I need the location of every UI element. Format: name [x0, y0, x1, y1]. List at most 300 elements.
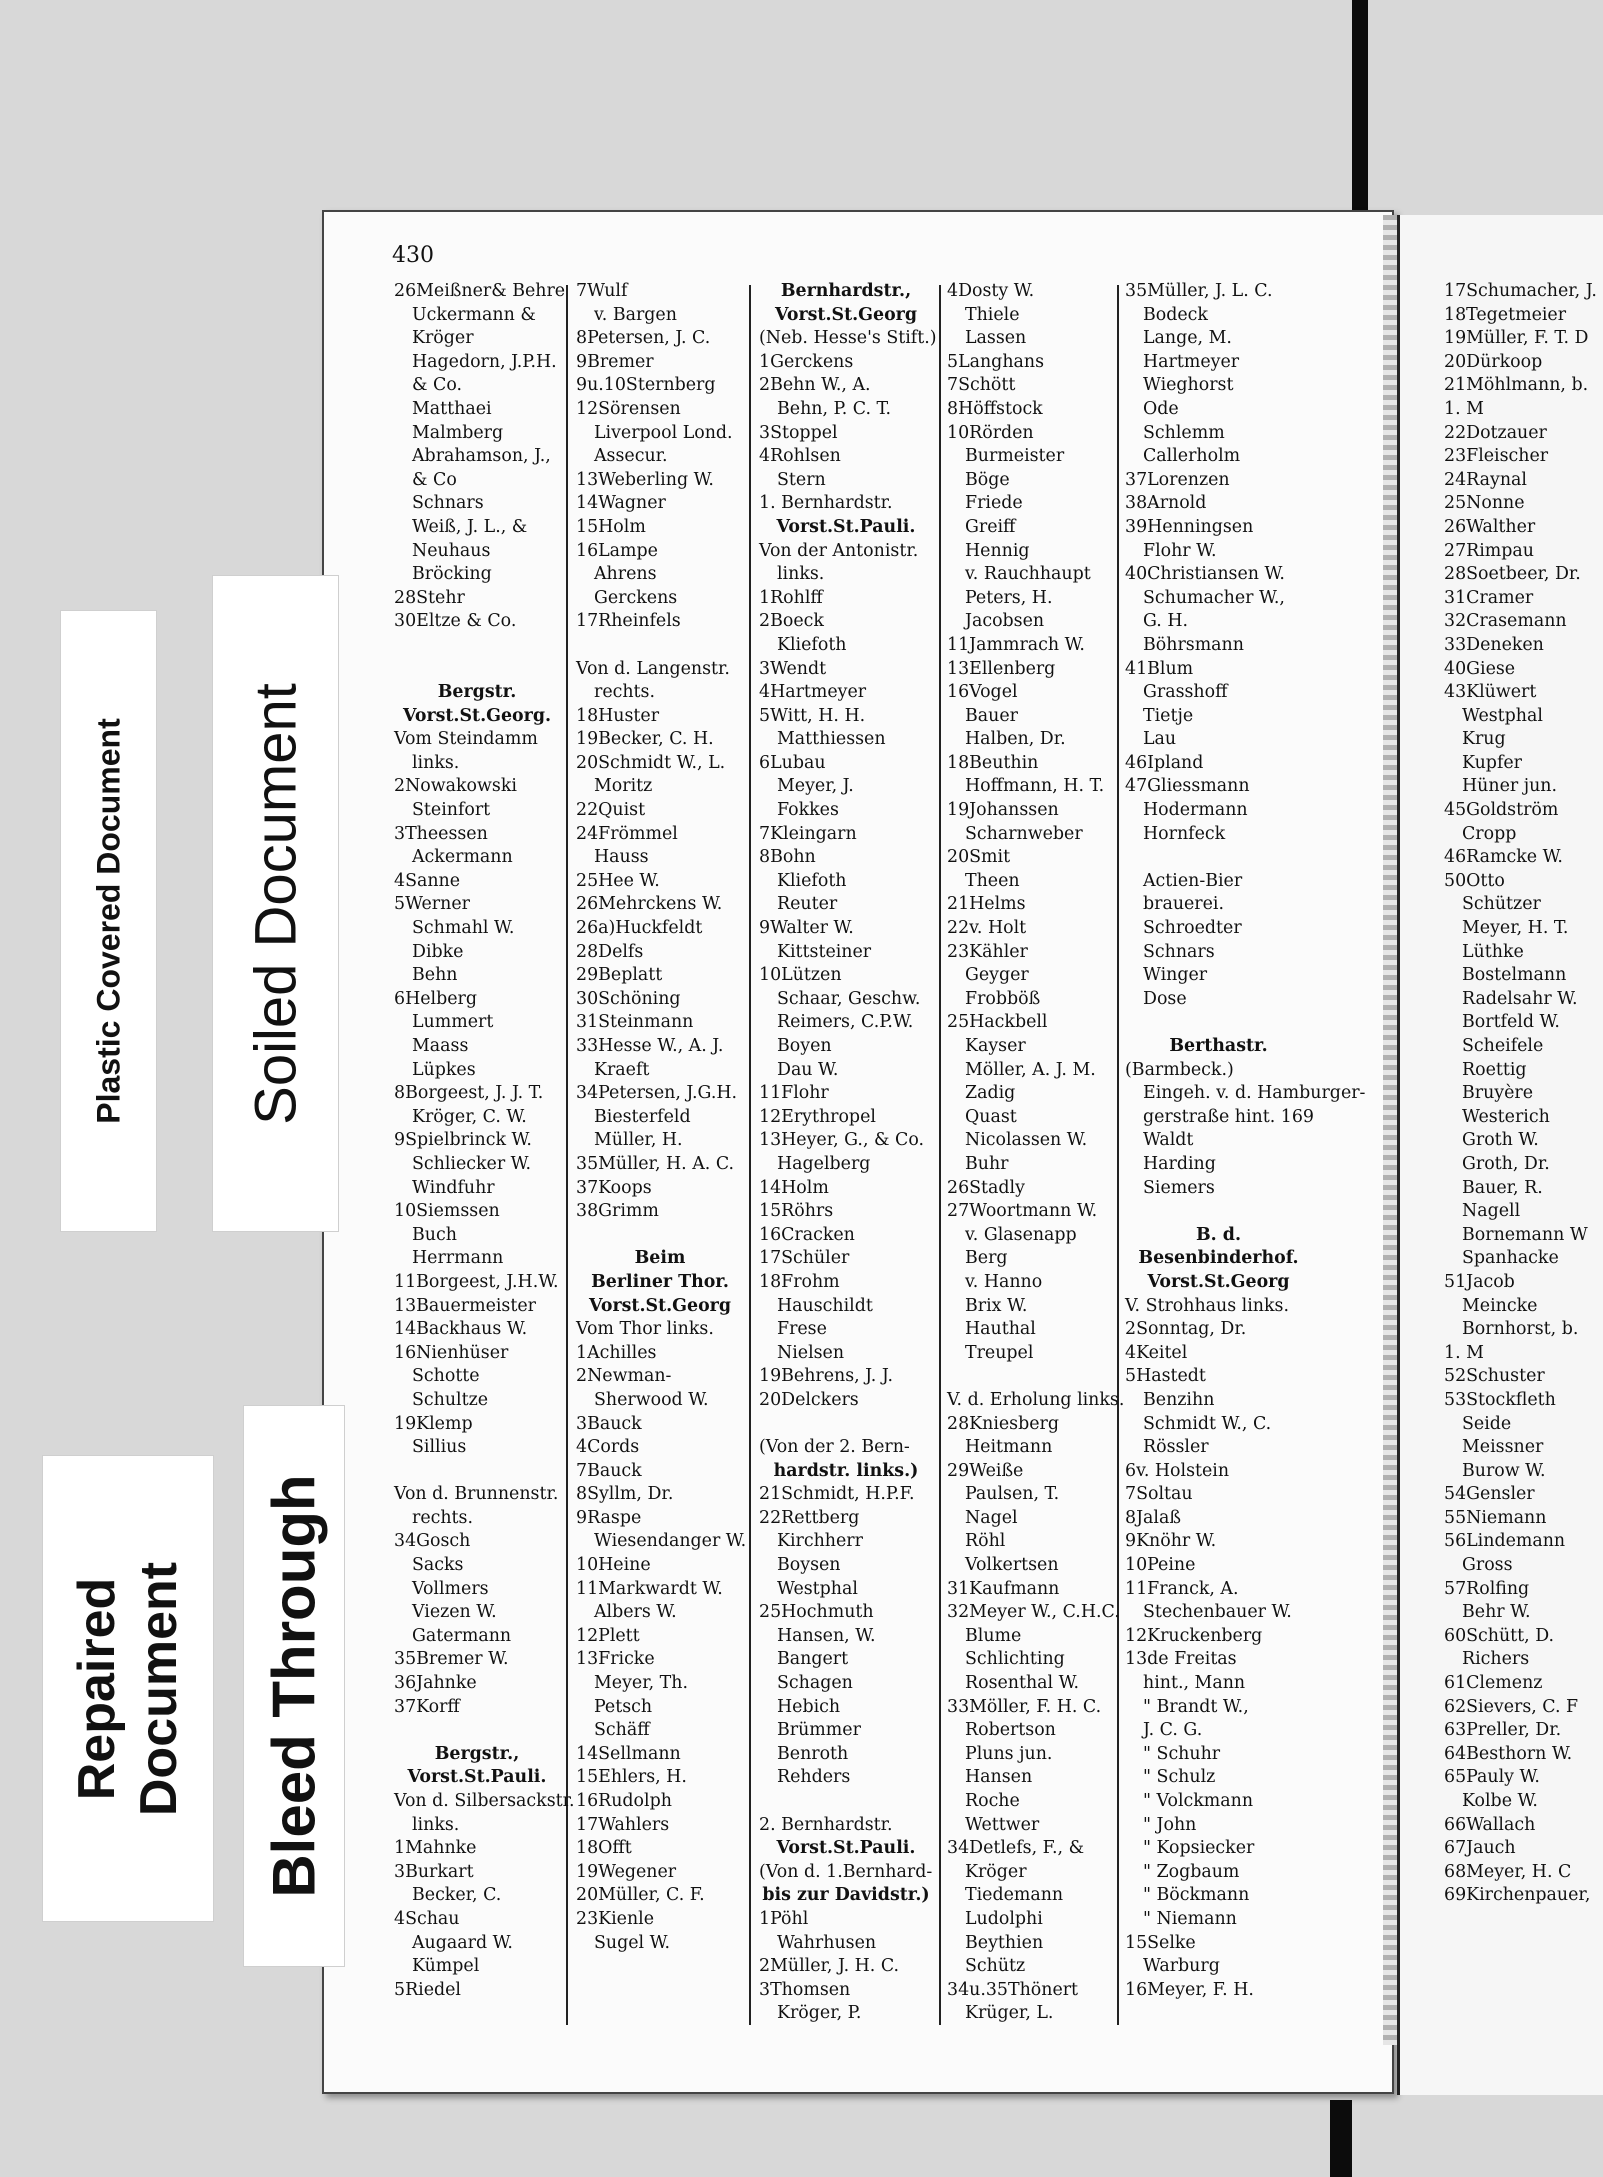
directory-line: 33Hesse W., A. J. [576, 1036, 724, 1056]
directory-line: 68Meyer, H. C [1444, 1861, 1572, 1882]
directory-line: 28Stehr [394, 587, 465, 608]
directory-line [1121, 1200, 1316, 1224]
directory-line: Groth, Dr. [1462, 1153, 1550, 1174]
directory-column-3 [755, 280, 937, 2026]
directory-line: 24Frömmel [576, 823, 678, 844]
directory-line: 21Möhlmann, b. [1444, 375, 1589, 396]
directory-line: 15Ehlers, H. [576, 1767, 687, 1788]
directory-line: 14Holm [759, 1177, 829, 1198]
directory-line: Ode [1143, 398, 1179, 419]
directory-line: Lummert [412, 1012, 494, 1033]
directory-line: Hansen, W. [777, 1625, 876, 1646]
directory-line: 38Grimm [576, 1201, 659, 1222]
directory-column-4 [943, 280, 1125, 2026]
directory-line: Abrahamson, J., [412, 446, 551, 467]
directory-line: 2. Bernhardstr. [759, 1814, 893, 1835]
directory-line: Schumacher W., [1143, 587, 1285, 608]
soiled-document-label: Soiled Document [243, 682, 308, 1125]
directory-line: Wiesendanger W. [594, 1531, 747, 1552]
directory-line: Kröger [412, 328, 474, 349]
directory-line: Rössler [1143, 1437, 1209, 1458]
column-divider [749, 285, 751, 2025]
directory-line: Brix W. [965, 1295, 1028, 1316]
directory-line: Von d. Brunnenstr. [394, 1484, 559, 1505]
directory-line: 19Wegener [576, 1861, 677, 1882]
page-number: 430 [392, 243, 434, 268]
directory-line: 32Meyer W., C.H.C. [947, 1602, 1120, 1623]
directory-line: 25Hochmuth [759, 1602, 874, 1623]
directory-line: Sugel W. [594, 1932, 670, 1953]
directory-line: & Co [412, 469, 457, 490]
directory-line: Spanhacke [1462, 1248, 1559, 1269]
directory-line: 18Tegetmeier [1444, 304, 1567, 325]
directory-line: Viezen W. [412, 1602, 497, 1623]
directory-line: Tietje [1143, 705, 1194, 726]
directory-line: Kliefoth [777, 870, 847, 891]
directory-line: 35Müller, J. L. C. [1125, 281, 1273, 301]
directory-line: Theen [965, 870, 1020, 891]
directory-line: Schroedter [1143, 918, 1242, 939]
directory-line: Vom Thor links. [576, 1319, 714, 1340]
directory-line: 11Markwardt W. [576, 1578, 723, 1599]
directory-line: Beim [634, 1248, 686, 1269]
directory-line: 4Keitel [1125, 1342, 1188, 1363]
directory-line: 41Blum [1125, 658, 1194, 679]
directory-line: 27Woortmann W. [947, 1201, 1098, 1222]
directory-line: 26Mehrckens W. [576, 894, 723, 915]
directory-line: rechts. [594, 682, 655, 703]
directory-line: Robertson [965, 1720, 1056, 1741]
directory-line: 31Cramer [1444, 587, 1534, 608]
directory-line: Schmidt W., C. [1143, 1413, 1272, 1434]
directory-line: Kraeft [594, 1059, 650, 1080]
directory-line: 18Huster [576, 705, 660, 726]
directory-line: 4Cords [576, 1437, 640, 1458]
directory-line: Harding [1143, 1153, 1216, 1174]
binding-strip-top [1352, 0, 1368, 215]
directory-line: 1. Bernhardstr. [759, 493, 893, 514]
directory-line: " Volckmann [1143, 1791, 1254, 1811]
directory-line: Paulsen, T. [965, 1484, 1060, 1505]
directory-line: Krug [1462, 729, 1506, 750]
directory-line: 29Beplatt [576, 965, 663, 986]
directory-line: Pluns jun. [965, 1743, 1053, 1764]
column-divider [1117, 285, 1119, 2025]
directory-line: 9u.10Sternberg [576, 375, 716, 396]
directory-line: 65Pauly W. [1444, 1767, 1540, 1788]
directory-line: 35Bremer W. [394, 1649, 509, 1670]
directory-line: 25Hee W. [576, 870, 660, 891]
directory-line: Meyer, Th. [594, 1673, 689, 1694]
directory-line: J. C. G. [1143, 1720, 1203, 1741]
column-divider [566, 285, 568, 2025]
directory-line: Schultze [412, 1389, 489, 1410]
directory-line: Kupfer [1462, 752, 1522, 773]
directory-line: 57Rolfing [1444, 1578, 1530, 1599]
directory-line: 26a)Huckfeldt [576, 918, 703, 939]
directory-line: 69Kirchenpauer, [1444, 1885, 1591, 1906]
directory-line: V. d. Erholung links. [947, 1389, 1125, 1410]
directory-line: 8Syllm, Dr. [576, 1484, 674, 1505]
directory-line: brauerei. [1143, 894, 1225, 915]
directory-line: 5Riedel [394, 1979, 461, 2000]
directory-line: 20Delckers [759, 1389, 859, 1410]
directory-line: Callerholm [1143, 446, 1241, 467]
directory-line: 7Wulf [576, 281, 628, 301]
directory-line: 8Höffstock [947, 398, 1043, 419]
directory-line: 8Borgeest, J. J. T. [394, 1083, 544, 1104]
directory-line: " Kopsiecker [1143, 1838, 1255, 1859]
directory-line: Möller, A. J. M. [965, 1059, 1096, 1080]
directory-line: Meissner [1462, 1437, 1544, 1458]
directory-line: 38Arnold [1125, 493, 1207, 514]
directory-line: Bauer, R. [1462, 1177, 1543, 1198]
directory-line: Bernhardstr., [780, 281, 912, 301]
directory-line: 26Stadly [947, 1177, 1025, 1198]
directory-line: 5Hastedt [1125, 1366, 1206, 1387]
directory-line: 16Lampe [576, 540, 658, 561]
directory-line: 19Becker, C. H. [576, 729, 714, 750]
directory-line [572, 634, 748, 658]
directory-line: 22Rettberg [759, 1507, 860, 1528]
directory-line: 9Spielbrinck W. [394, 1130, 532, 1151]
directory-line: Schäff [594, 1720, 650, 1741]
book-spine [1383, 215, 1397, 2045]
directory-line: Hauss [594, 847, 649, 868]
directory-line: 32Crasemann [1444, 611, 1567, 632]
directory-line: Malmberg [412, 422, 504, 443]
repaired-document-label: Repaired Document [68, 1561, 188, 1816]
directory-line: 8Bohn [759, 847, 816, 868]
directory-line: " Brandt W., [1143, 1696, 1249, 1717]
directory-line: 21Helms [947, 894, 1026, 915]
directory-line: Scheifele [1462, 1036, 1544, 1056]
directory-line: 2Behn W., A. [759, 375, 871, 396]
directory-column-5 [1121, 280, 1366, 2002]
directory-line: Liverpool Lond. [594, 422, 733, 443]
directory-line: 7Soltau [1125, 1484, 1193, 1505]
directory-line: 23Kienle [576, 1908, 655, 1929]
directory-line: Jacobsen [965, 611, 1045, 632]
binding-strip-bottom [1330, 2100, 1352, 2177]
directory-line [755, 1413, 937, 1437]
directory-line: 40Giese [1444, 658, 1516, 679]
directory-line: Bauer [965, 705, 1018, 726]
directory-line: 33Möller, F. H. C. [947, 1696, 1102, 1717]
directory-line: 7Schött [947, 375, 1016, 396]
plastic-covered-tag [60, 610, 157, 1232]
directory-line: Westphal [777, 1578, 858, 1599]
directory-line: Groth W. [1462, 1130, 1539, 1151]
column-divider [939, 285, 941, 2025]
directory-line: Lüthke [1462, 941, 1524, 962]
directory-line: Petsch [594, 1696, 653, 1717]
directory-line: 28Delfs [576, 941, 644, 962]
directory-line: Lange, M. [1143, 328, 1232, 349]
directory-line: Assecur. [594, 446, 668, 467]
directory-line: 26Walther [1444, 516, 1536, 537]
directory-line: Bergstr., [434, 1743, 520, 1764]
soiled-document-tag [212, 575, 339, 1232]
directory-line: 19Behrens, J. J. [759, 1366, 894, 1387]
directory-line: Burmeister [965, 446, 1065, 467]
directory-line: Buch [412, 1224, 457, 1245]
directory-line: 7Bauck [576, 1460, 642, 1481]
directory-line: 21Schmidt, H.P.F. [759, 1484, 915, 1505]
directory-line: Roettig [1462, 1059, 1527, 1080]
directory-line [755, 1790, 937, 1814]
directory-line: 28Soetbeer, Dr. [1444, 564, 1581, 585]
directory-line: Vorst.St.Georg [1147, 1271, 1290, 1292]
directory-line: Dau W. [777, 1059, 839, 1080]
directory-line: 17Wahlers [576, 1814, 670, 1835]
directory-line: Hebich [777, 1696, 841, 1717]
directory-line: Bortfeld W. [1462, 1012, 1560, 1033]
directory-line: 3Wendt [759, 658, 827, 679]
directory-line: Scharnweber [965, 823, 1083, 844]
directory-line: 36Jahnke [394, 1673, 477, 1694]
directory-line: Benzihn [1143, 1389, 1215, 1410]
directory-line: 31Steinmann [576, 1012, 694, 1033]
directory-column-6 [1440, 280, 1600, 1908]
directory-line: Vom Steindamm [394, 729, 538, 750]
directory-line: 9Raspe [576, 1507, 642, 1528]
directory-line: 27Rimpau [1444, 540, 1534, 561]
directory-line: 3Stoppel [759, 422, 838, 443]
directory-line: 13Fricke [576, 1649, 655, 1670]
directory-line: 1Rohlff [759, 587, 823, 608]
directory-line: Blume [965, 1625, 1022, 1646]
directory-line: 17Schüler [759, 1248, 850, 1269]
directory-line: Lassen [965, 328, 1027, 349]
directory-line: Grasshoff [1143, 682, 1228, 703]
directory-line: 14Wagner [576, 493, 666, 514]
directory-line: Matthaei [412, 398, 492, 419]
directory-line: 4Sanne [394, 870, 461, 891]
directory-line: 52Schuster [1444, 1366, 1545, 1387]
directory-line: Flohr W. [1143, 540, 1217, 561]
directory-line: 1Achilles [576, 1342, 657, 1363]
directory-line: " John [1143, 1814, 1197, 1835]
directory-line: Von der Antonistr. [759, 540, 919, 561]
directory-line: Behn [412, 965, 458, 986]
directory-line: Maass [412, 1036, 469, 1056]
directory-line: 19Johanssen [947, 800, 1059, 821]
directory-line: 16Cracken [759, 1224, 855, 1245]
directory-line: 40Christiansen W. [1125, 564, 1285, 585]
bleed-through-label: Bleed Through [260, 1474, 328, 1898]
directory-line: 10Rörden [947, 422, 1034, 443]
directory-line: 34Detlefs, F., & [947, 1838, 1085, 1859]
directory-line: 2Nowakowski [394, 776, 517, 797]
directory-line: (Von der 2. Bern- [759, 1437, 910, 1458]
directory-line: gerstraße hint. 169 [1143, 1106, 1314, 1127]
directory-line: 5Langhans [947, 351, 1045, 372]
directory-line: 64Besthorn W. [1444, 1743, 1573, 1764]
directory-line: Bodeck [1143, 304, 1208, 325]
directory-line: 18Offt [576, 1838, 632, 1859]
directory-line: Matthiessen [777, 729, 886, 750]
directory-line: 67Jauch [1444, 1838, 1516, 1859]
directory-line: 28Kniesberg [947, 1413, 1059, 1434]
directory-line: 2Sonntag, Dr. [1125, 1319, 1247, 1340]
directory-line: " Zogbaum [1143, 1861, 1240, 1882]
directory-line: Vorst.St.Georg [774, 304, 918, 325]
directory-line: Behn, P. C. T. [777, 398, 892, 419]
directory-line: (Barmbeck.) [1125, 1059, 1234, 1080]
directory-line: 2Boeck [759, 611, 824, 632]
directory-line: Sacks [412, 1555, 464, 1576]
directory-line: Müller, H. [594, 1130, 683, 1151]
directory-line: 12Erythropel [759, 1106, 876, 1127]
directory-line: 1Gerckens [759, 351, 854, 372]
directory-line: 9Walter W. [759, 918, 854, 939]
directory-line: 8Jalaß [1125, 1507, 1181, 1528]
directory-line: 5Werner [394, 894, 470, 915]
directory-line: Siemers [1143, 1177, 1215, 1198]
directory-line: v. Glasenapp [965, 1224, 1077, 1245]
directory-line: " Schulz [1143, 1767, 1216, 1788]
plastic-covered-label: Plastic Covered Document [90, 718, 126, 1124]
directory-line: 63Preller, Dr. [1444, 1720, 1562, 1741]
directory-line: Schnars [1143, 941, 1215, 962]
directory-line: Fokkes [777, 800, 839, 821]
directory-line: Hoffmann, H. T. [965, 776, 1105, 797]
directory-line: Kröger [965, 1861, 1027, 1882]
directory-line: Windfuhr [412, 1177, 495, 1198]
directory-line: Schotte [412, 1366, 480, 1387]
directory-line: Von d. Silbersackstr. [394, 1791, 575, 1811]
directory-line: Stern [777, 469, 826, 490]
directory-line: Bergstr. [437, 682, 517, 703]
directory-line: Burow W. [1462, 1460, 1546, 1481]
directory-line: 20Schmidt W., L. [576, 752, 726, 773]
directory-line: 14Backhaus W. [394, 1319, 528, 1340]
directory-line: Seide [1462, 1413, 1512, 1434]
directory-line: Hagelberg [777, 1153, 871, 1174]
directory-line: Friede [965, 493, 1023, 514]
directory-line: Roche [965, 1791, 1020, 1811]
directory-line: Gatermann [412, 1625, 512, 1646]
directory-line: Radelsahr W. [1462, 988, 1578, 1009]
directory-line: 9Knöhr W. [1125, 1531, 1217, 1552]
directory-line: rechts. [412, 1507, 473, 1528]
directory-line: Warburg [1143, 1956, 1220, 1977]
directory-line: hint., Mann [1143, 1673, 1246, 1694]
directory-line: 16Vogel [947, 682, 1018, 703]
directory-line: Von d. Langenstr. [576, 658, 730, 679]
directory-line: (Von d. 1.Bernhard- [759, 1861, 933, 1882]
directory-line: Hornfeck [1143, 823, 1226, 844]
directory-line: 29Weiße [947, 1460, 1024, 1481]
directory-line: 37Koops [576, 1177, 652, 1198]
directory-line: Besenbinderhof. [1138, 1248, 1299, 1269]
directory-line: 19Klemp [394, 1413, 473, 1434]
directory-line: Westphal [1462, 705, 1543, 726]
directory-line: Schmahl W. [412, 918, 515, 939]
directory-line: V. Strohhaus links. [1125, 1295, 1289, 1316]
directory-line: Augaard W. [412, 1932, 513, 1953]
directory-line: 12Plett [576, 1625, 640, 1646]
directory-line: Dibke [412, 941, 464, 962]
directory-line: Bostelmann [1462, 965, 1567, 986]
directory-line: Dose [1143, 988, 1187, 1009]
directory-line: 5Witt, H. H. [759, 705, 866, 726]
directory-line: 46Ramcke W. [1444, 847, 1563, 868]
directory-line: 26Meißner& Behre [394, 281, 566, 301]
directory-line: Schütz [965, 1956, 1026, 1977]
directory-line: 13Ellenberg [947, 658, 1056, 679]
directory-line: Lau [1143, 729, 1177, 750]
directory-line [1121, 846, 1316, 870]
directory-line: Zadig [965, 1083, 1016, 1104]
directory-line: Thiele [965, 304, 1020, 325]
directory-line: 10Peine [1125, 1555, 1196, 1576]
directory-line: 47Gliessmann [1125, 776, 1250, 797]
directory-line: Bruyère [1462, 1083, 1534, 1104]
directory-line: Steinfort [412, 800, 491, 821]
directory-line: 13Bauermeister [394, 1295, 536, 1316]
directory-line: Bröcking [412, 564, 492, 585]
directory-line: Boysen [777, 1555, 841, 1576]
directory-line: 16Rudolph [576, 1791, 672, 1811]
directory-line: 19Müller, F. T. D [1444, 328, 1589, 349]
directory-line: Kirchherr [777, 1531, 863, 1552]
directory-line: Frobböß [965, 988, 1041, 1009]
directory-line: 7Kleingarn [759, 823, 857, 844]
directory-line: Ludolphi [965, 1908, 1043, 1929]
directory-line: Reimers, C.P.W. [777, 1012, 914, 1033]
directory-line: " Böckmann [1143, 1885, 1250, 1906]
directory-line: 34Petersen, J.G.H. [576, 1083, 738, 1104]
directory-line: Beythien [965, 1932, 1044, 1953]
directory-line: Richers [1462, 1649, 1530, 1670]
directory-column-2 [572, 280, 748, 1955]
directory-line: 20Müller, C. F. [576, 1885, 705, 1906]
directory-line: links. [412, 752, 460, 773]
directory-line: Frese [777, 1319, 827, 1340]
directory-line: 61Clemenz [1444, 1673, 1543, 1694]
directory-line: 1Pöhl [759, 1908, 809, 1929]
directory-line: Nagel [965, 1507, 1018, 1528]
directory-line: Hartmeyer [1143, 351, 1240, 372]
directory-line: Böge [965, 469, 1010, 490]
directory-line: Quast [965, 1106, 1017, 1127]
directory-line: Nagell [1462, 1201, 1521, 1222]
directory-line: Actien-Bier [1143, 870, 1243, 891]
directory-line: Halben, Dr. [965, 729, 1066, 750]
directory-line: 10Siemssen [394, 1201, 500, 1222]
directory-line: 3Burkart [394, 1861, 474, 1882]
directory-line: Ahrens [594, 564, 657, 585]
directory-line: Hagedorn, J.P.H. [412, 351, 557, 372]
directory-line: Eingeh. v. d. Hamburger- [1143, 1083, 1366, 1104]
directory-line: Heitmann [965, 1437, 1053, 1458]
directory-line: Kümpel [412, 1956, 480, 1977]
directory-line: Vorst.St.Georg [588, 1295, 732, 1316]
directory-line: Nielsen [777, 1342, 845, 1363]
directory-line: 31Kaufmann [947, 1578, 1060, 1599]
directory-line: Reuter [777, 894, 838, 915]
directory-line: 18Beuthin [947, 752, 1039, 773]
directory-line: 4Dosty W. [947, 281, 1035, 301]
directory-line: Schlemm [1143, 422, 1225, 443]
directory-line: 22v. Holt [947, 918, 1027, 939]
directory-line: 39Henningsen [1125, 516, 1254, 537]
directory-line [390, 1460, 564, 1484]
directory-line: B. d. [1195, 1224, 1242, 1245]
directory-line: Gross [1462, 1555, 1513, 1576]
